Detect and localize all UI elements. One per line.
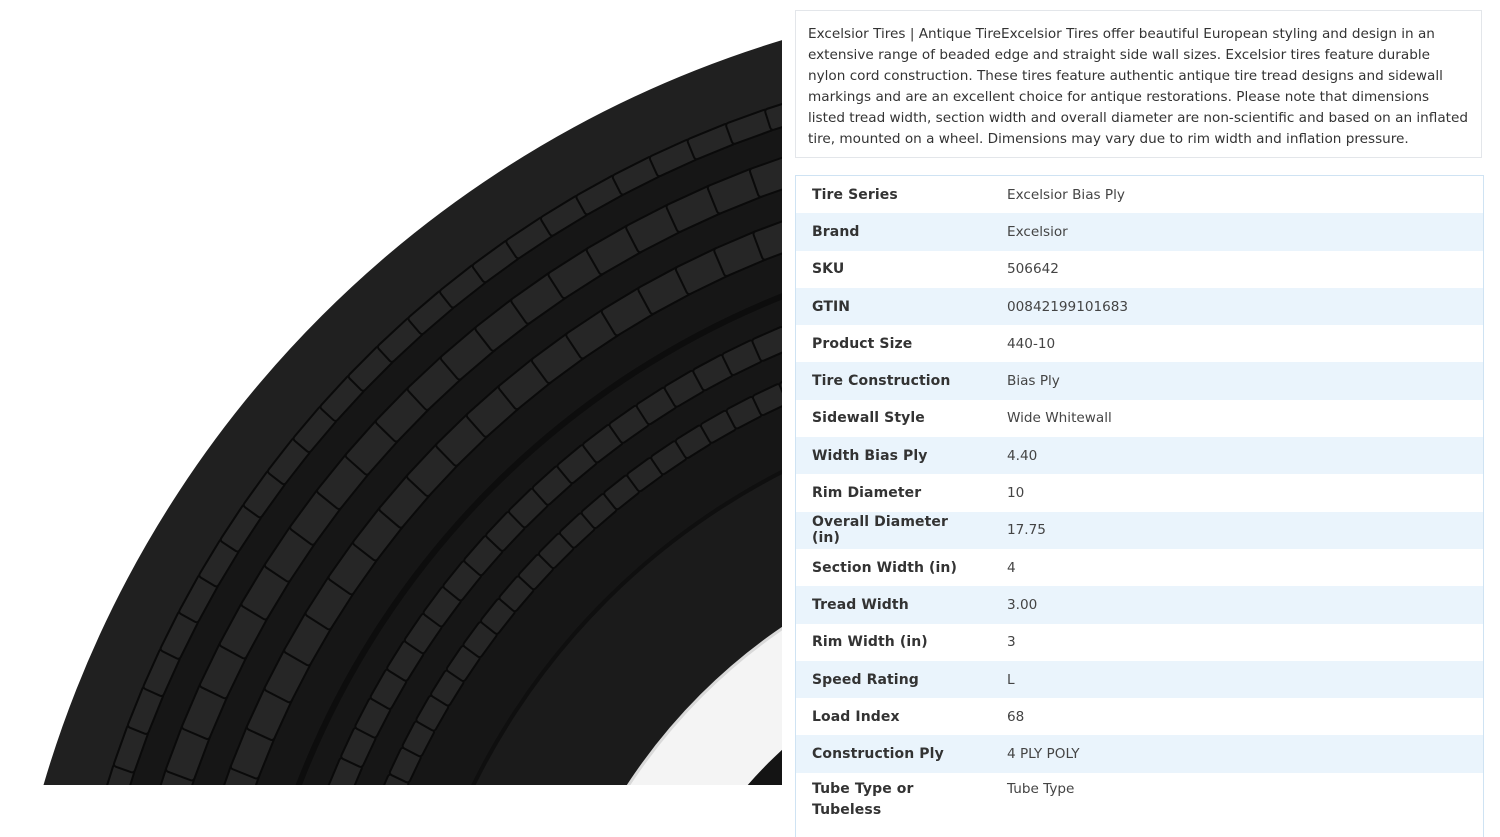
table-row bbox=[796, 176, 1484, 214]
table-row bbox=[796, 586, 1484, 623]
spec-label: GTIN bbox=[796, 288, 992, 325]
spec-value: 4 PLY POLY bbox=[991, 735, 1484, 772]
table-row bbox=[796, 698, 1484, 735]
spec-value: 10 bbox=[991, 474, 1484, 511]
spec-value: Tube Type bbox=[991, 773, 1484, 837]
table-row bbox=[796, 512, 1484, 549]
spec-value: Wide Whitewall bbox=[991, 400, 1484, 437]
spec-label: Product Size bbox=[796, 325, 992, 362]
spec-value: 3.00 bbox=[991, 586, 1484, 623]
spec-label: Speed Rating bbox=[796, 661, 992, 698]
spec-table bbox=[795, 175, 1484, 837]
spec-value: L bbox=[991, 661, 1484, 698]
spec-value: 00842199101683 bbox=[991, 288, 1484, 325]
spec-value: Excelsior Bias Ply bbox=[991, 176, 1484, 214]
spec-label: Brand bbox=[796, 213, 992, 250]
spec-value: 506642 bbox=[991, 251, 1484, 288]
table-row bbox=[796, 288, 1484, 325]
table-row bbox=[796, 325, 1484, 362]
spec-label: Rim Width (in) bbox=[796, 624, 992, 661]
table-row bbox=[796, 437, 1484, 474]
spec-label: Tire Series bbox=[796, 176, 992, 214]
spec-value: 17.75 bbox=[991, 512, 1484, 549]
tire-illustration bbox=[11, 15, 782, 785]
table-row bbox=[796, 362, 1484, 399]
spec-label: Tire Construction bbox=[796, 362, 992, 399]
spec-value: Excelsior bbox=[991, 213, 1484, 250]
spec-label: SKU bbox=[796, 251, 992, 288]
table-row bbox=[796, 251, 1484, 288]
tire-photo bbox=[11, 15, 782, 785]
spec-label: Construction Ply bbox=[796, 735, 992, 772]
spec-table-body bbox=[796, 176, 1484, 837]
spec-value: 3 bbox=[991, 624, 1484, 661]
spec-label: Load Index bbox=[796, 698, 992, 735]
spec-label: Rim Diameter bbox=[796, 474, 992, 511]
table-row bbox=[796, 773, 1484, 837]
spec-label: Overall Diameter (in) bbox=[796, 512, 992, 549]
table-row bbox=[796, 624, 1484, 661]
spec-value: 4.40 bbox=[991, 437, 1484, 474]
table-row bbox=[796, 549, 1484, 586]
product-description: Excelsior Tires | Antique TireExcelsior Tires offer beautiful European styling and design in an extensive range of beaded edge and straight side wall sizes. Excelsior tires feature durable nylon cord construction. These tires feature authentic antique tire tread designs and sidewall markings and are an excellent choice for antique restorations. Please note that dimensions listed tread width, section width and overall diameter are non-scientific and based on an inflated tire, mounted on a wheel. Dimensions may vary due to rim width and inflation pressure. bbox=[795, 10, 1482, 158]
spec-value: 440-10 bbox=[991, 325, 1484, 362]
spec-label: Width Bias Ply bbox=[796, 437, 992, 474]
spec-label: Section Width (in) bbox=[796, 549, 992, 586]
table-row bbox=[796, 213, 1484, 250]
spec-label: Sidewall Style bbox=[796, 400, 992, 437]
table-row bbox=[796, 661, 1484, 698]
table-row bbox=[796, 400, 1484, 437]
spec-value: Bias Ply bbox=[991, 362, 1484, 399]
spec-value: 4 bbox=[991, 549, 1484, 586]
table-row bbox=[796, 474, 1484, 511]
spec-value: 68 bbox=[991, 698, 1484, 735]
spec-label: Tube Type or Tubeless bbox=[796, 773, 992, 837]
spec-label: Tread Width bbox=[796, 586, 992, 623]
table-row bbox=[796, 735, 1484, 772]
